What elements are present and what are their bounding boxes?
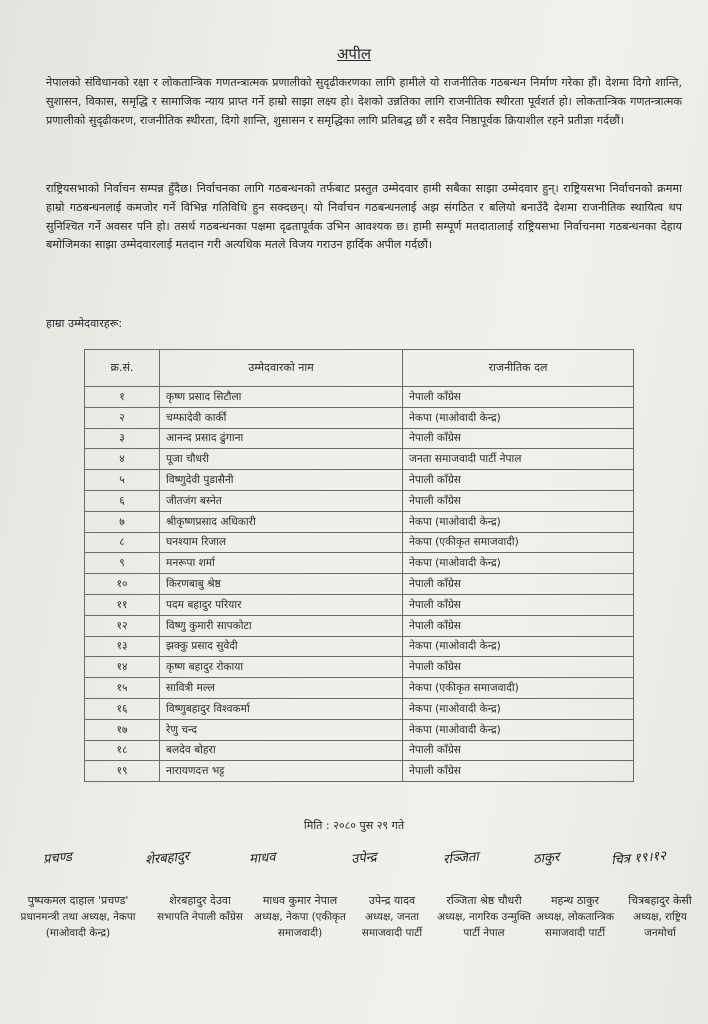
candidate-name-cell: बलदेव बोहरा: [160, 740, 403, 761]
candidate-name-header: उम्मेदवारको नाम: [160, 350, 403, 387]
document-title: अपील: [336, 45, 372, 63]
candidate-name-cell: पूजा चौधरी: [160, 449, 403, 470]
serial-cell: १०: [85, 574, 160, 595]
signature-1: प्रचण्ड: [42, 849, 73, 868]
signatures-row: [14, 848, 698, 888]
serial-header: क्र.सं.: [85, 350, 160, 387]
table-row: [85, 615, 634, 636]
table-row: [85, 490, 634, 511]
serial-cell: १८: [85, 740, 160, 761]
table-row: [85, 407, 634, 428]
serial-cell: १४: [85, 657, 160, 678]
signer-name: पुष्पकमल दाहाल 'प्रचण्ड': [27, 894, 129, 907]
signer-role: सभापति नेपाली काँग्रेस: [157, 911, 243, 923]
serial-cell: १३: [85, 636, 160, 657]
candidate-name-cell: चम्फादेवी कार्की: [160, 407, 403, 428]
table-row: [85, 553, 634, 574]
signature-6: ठाकुर: [532, 849, 561, 868]
party-cell: नेपाली काँग्रेस: [403, 428, 634, 449]
signer-role: अध्यक्ष, लोकतान्त्रिक समाजवादी पार्टी: [535, 911, 615, 939]
serial-cell: ७: [85, 511, 160, 532]
party-header: राजनीतिक दल: [403, 350, 634, 387]
candidate-name-cell: रेणु चन्द: [160, 719, 403, 740]
candidate-name-cell: श्रीकृष्णप्रसाद अधिकारी: [160, 511, 403, 532]
serial-cell: ४: [85, 449, 160, 470]
signer-name: रञ्जिता श्रेष्ठ चौधरी: [446, 894, 522, 907]
table-row: [85, 470, 634, 491]
signer-role: अध्यक्ष, जनता समाजवादी पार्टी: [361, 911, 423, 939]
candidate-name-cell: झक्कु प्रसाद सुवेदी: [160, 636, 403, 657]
candidate-name-cell: आनन्द प्रसाद ढुंगाना: [160, 428, 403, 449]
candidates-table-body: [85, 387, 634, 782]
signer-5: [434, 893, 534, 941]
appeal-paragraph-2: राष्ट्रियसभाको निर्वाचन सम्पन्न हुँदैछ। निर्वाचनका लागि गठबन्धनको तर्फबाट प्रस्तुत उम्मेदवार हामी सबैका साझा उम्मेदवार हुन्। राष्ट्रियसभा निर्वाचनको क्रममा हाम्रो गठबन्धनलाई कमजोर गर्ने विभिन्न गतिविधि हुन सक्दछन्। यो निर्वाचन गठबन्धनलाई अझ संगठित र बलियो बनाउँदै देशमा राजनीतिक स्थायित्व थप सुनिश्चित गर्ने अवसर पनि हो। तसर्थ गठबन्धनका पक्षमा दृढतापूर्वक उभिन आवश्यक छ। हामी सम्पूर्ण मतदातालाई राष्ट्रियसभा निर्वाचनमा गठबन्धनका देहाय बमोजिमका साझा उम्मेदवारलाई मतदान गरी अत्यधिक मतले विजय गराउन हार्दिक अपील गर्दछौं।: [46, 182, 682, 252]
serial-cell: ३: [85, 428, 160, 449]
table-row: [85, 657, 634, 678]
signature-5: रञ्जिता: [442, 849, 480, 868]
table-row: [85, 678, 634, 699]
party-cell: नेपाली काँग्रेस: [403, 574, 634, 595]
candidate-name-cell: विष्णुबहादुर विश्वकर्मा: [160, 698, 403, 719]
table-row: [85, 636, 634, 657]
candidate-name-cell: किरणबाबु श्रेष्ठ: [160, 574, 403, 595]
candidate-name-cell: जीतजंग बस्नेत: [160, 490, 403, 511]
party-cell: नेकपा (माओवादी केन्द्र): [403, 407, 634, 428]
candidate-name-cell: कृष्ण प्रसाद सिटौला: [160, 387, 403, 408]
signer-6: [534, 893, 616, 941]
signer-role: प्रधानमन्त्री तथा अध्यक्ष, नेकपा (माओवादी केन्द्र): [20, 911, 136, 939]
party-cell: नेकपा (माओवादी केन्द्र): [403, 698, 634, 719]
party-cell: नेकपा (माओवादी केन्द्र): [403, 636, 634, 657]
table-row: [85, 428, 634, 449]
candidate-name-cell: पदम बहादुर परियार: [160, 594, 403, 615]
signer-role: अध्यक्ष, नेकपा (एकीकृत समाजवादी): [254, 911, 346, 939]
candidate-name-cell: विष्णुदेवी पुडासैनी: [160, 470, 403, 491]
signature-4: उपेन्द्र: [350, 849, 378, 868]
party-cell: नेकपा (माओवादी केन्द्र): [403, 719, 634, 740]
candidates-heading: हाम्रा उम्मेदवारहरू:: [46, 317, 123, 330]
party-cell: नेपाली काँग्रेस: [403, 470, 634, 491]
serial-cell: ६: [85, 490, 160, 511]
signer-name: महन्थ ठाकुर: [550, 894, 600, 907]
party-cell: नेपाली काँग्रेस: [403, 657, 634, 678]
candidate-name-cell: घनश्याम रिजाल: [160, 532, 403, 553]
party-cell: नेकपा (एकीकृत समाजवादी): [403, 678, 634, 699]
signature-2: शेरबहादुर: [144, 849, 190, 868]
signers-block: [10, 893, 702, 973]
signer-name: चित्रबहादुर केसी: [628, 894, 692, 907]
signer-7: [618, 893, 702, 941]
appeal-paragraph-1: नेपालको संविधानको रक्षा र लोकतान्त्रिक गणतन्त्रात्मक प्रणालीको सुदृढीकरणका लागि हामीले यो राजनीतिक गठबन्धन निर्माण गरेका हौं। देशमा दिगो शान्ति, सुशासन, विकास, समृद्धि र सामाजिक न्याय प्राप्त गर्ने हाम्रो साझा लक्ष्य हो। देशको उन्नतिका लागि राजनीतिक स्थीरता पूर्वशर्त हो। लोकतान्त्रिक गणतन्त्रात्मक प्रणालीको सुदृढीकरण, राजनीतिक स्थीरता, दिगो शान्ति, शुसासन र समृद्धिका लागि प्रतिबद्ध छौं र सदैव निष्ठापूर्वक क्रियाशील रहने प्रतीज्ञा गर्दछौं।: [46, 76, 682, 127]
party-cell: नेपाली काँग्रेस: [403, 740, 634, 761]
serial-cell: ८: [85, 532, 160, 553]
signature-3: माधव: [248, 849, 277, 868]
serial-cell: १: [85, 387, 160, 408]
serial-cell: १७: [85, 719, 160, 740]
table-row: [85, 698, 634, 719]
signature-7: चित्र १९।१२: [610, 848, 667, 869]
serial-cell: ११: [85, 594, 160, 615]
serial-cell: २: [85, 407, 160, 428]
serial-cell: १२: [85, 615, 160, 636]
table-row: [85, 449, 634, 470]
table-row: [85, 761, 634, 782]
table-row: [85, 511, 634, 532]
table-row: [85, 532, 634, 553]
signer-name: माधव कुमार नेपाल: [262, 894, 338, 907]
table-row: [85, 574, 634, 595]
signer-role: अध्यक्ष, नागरिक उन्मुक्ति पार्टी नेपाल: [437, 911, 531, 939]
party-cell: नेपाली काँग्रेस: [403, 761, 634, 782]
party-cell: नेपाली काँग्रेस: [403, 490, 634, 511]
signer-name: उपेन्द्र यादव: [368, 894, 416, 907]
signer-4: [350, 893, 434, 941]
signer-1: [10, 893, 146, 941]
serial-cell: १९: [85, 761, 160, 782]
party-cell: नेकपा (माओवादी केन्द्र): [403, 553, 634, 574]
candidate-name-cell: कृष्ण बहादुर रोकाया: [160, 657, 403, 678]
candidate-name-cell: मनरूपा शर्मा: [160, 553, 403, 574]
table-row: [85, 594, 634, 615]
signer-name: शेरबहादुर देउवा: [169, 894, 231, 907]
party-cell: नेकपा (माओवादी केन्द्र): [403, 511, 634, 532]
candidate-name-cell: विष्णु कुमारी सापकोटा: [160, 615, 403, 636]
serial-cell: १६: [85, 698, 160, 719]
signer-3: [250, 893, 350, 941]
party-cell: जनता समाजवादी पार्टी नेपाल: [403, 449, 634, 470]
table-row: [85, 740, 634, 761]
signer-2: [150, 893, 250, 925]
table-row: [85, 387, 634, 408]
party-cell: नेकपा (एकीकृत समाजवादी): [403, 532, 634, 553]
table-row: [85, 719, 634, 740]
serial-cell: १५: [85, 678, 160, 699]
serial-cell: ५: [85, 470, 160, 491]
candidate-name-cell: नारायणदत्त भट्ट: [160, 761, 403, 782]
party-cell: नेपाली काँग्रेस: [403, 615, 634, 636]
candidate-name-cell: सावित्री मल्ल: [160, 678, 403, 699]
party-cell: नेपाली काँग्रेस: [403, 387, 634, 408]
table-header-row: [85, 350, 634, 387]
signer-role: अध्यक्ष, राष्ट्रिय जनमोर्चा: [633, 911, 687, 939]
document-date: मिति : २०८० पुस २९ गते: [303, 819, 405, 832]
serial-cell: ९: [85, 553, 160, 574]
candidates-table: [84, 349, 634, 782]
party-cell: नेपाली काँग्रेस: [403, 594, 634, 615]
